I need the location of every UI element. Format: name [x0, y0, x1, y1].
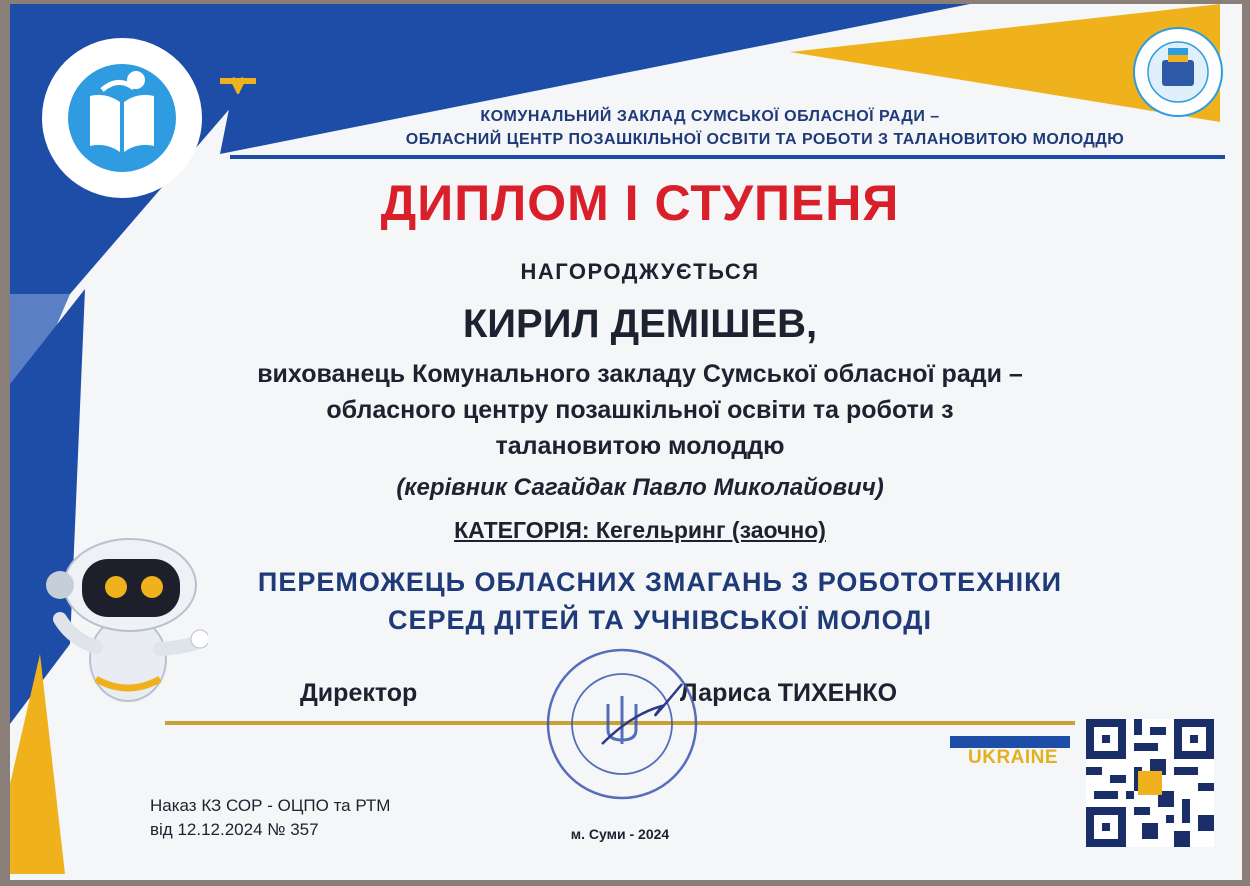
robot-mascot-icon — [38, 529, 208, 709]
director-role: Директор — [300, 679, 418, 707]
ukraine-trident-icon — [216, 26, 260, 94]
city-year: м. Суми - 2024 — [570, 826, 670, 842]
diploma-sheet — [10, 4, 1242, 880]
category-line: КАТЕГОРІЯ: Кегельринг (заочно) — [454, 517, 826, 543]
recipient-name: КИРИЛ ДЕМІШЕВ, — [462, 302, 818, 346]
diploma-title: ДИПЛОМ І СТУПЕНЯ — [380, 175, 900, 231]
organization-line-2: ОБЛАСНИЙ ЦЕНТР ПОЗАШКІЛЬНОЇ ОСВІТИ ТА РОБОТИ З ТАЛАНОВИТОЮ МОЛОДДЮ — [405, 131, 1125, 148]
organization-line-1: КОМУНАЛЬНИЙ ЗАКЛАД СУМСЬКОЇ ОБЛАСНОЇ РАДИ – — [480, 108, 940, 125]
description-line-3: талановитою молоддю — [495, 432, 785, 460]
director-name: Лариса ТИХЕНКО — [680, 679, 898, 707]
achievement-line-2: СЕРЕД ДІТЕЙ ТА УЧНІВСЬКОЇ МОЛОДІ — [388, 605, 932, 635]
awarded-label: НАГОРОДЖУЄТЬСЯ — [520, 259, 760, 284]
ukraine-label: UKRAINE — [968, 747, 1059, 768]
category-wrap — [310, 517, 970, 544]
description-line-2: обласного центру позашкільної освіти та роботи з — [326, 396, 954, 424]
supervisor-line: (керівник Сагайдак Павло Миколайович) — [396, 474, 884, 501]
achievement-line-1: ПЕРЕМОЖЕЦЬ ОБЛАСНИХ ЗМАГАНЬ З РОБОТОТЕХНІКИ — [257, 567, 1063, 597]
order-line-1: Наказ КЗ СОР - ОЦПО та РТМ — [150, 796, 391, 815]
description-line-1: вихованець Комунального закладу Сумської обласної ради – — [257, 360, 1023, 388]
order-line-2: від 12.12.2024 № 357 — [150, 820, 319, 839]
technical-center-logo-icon — [1132, 26, 1224, 118]
qr-code-icon — [1086, 719, 1214, 847]
